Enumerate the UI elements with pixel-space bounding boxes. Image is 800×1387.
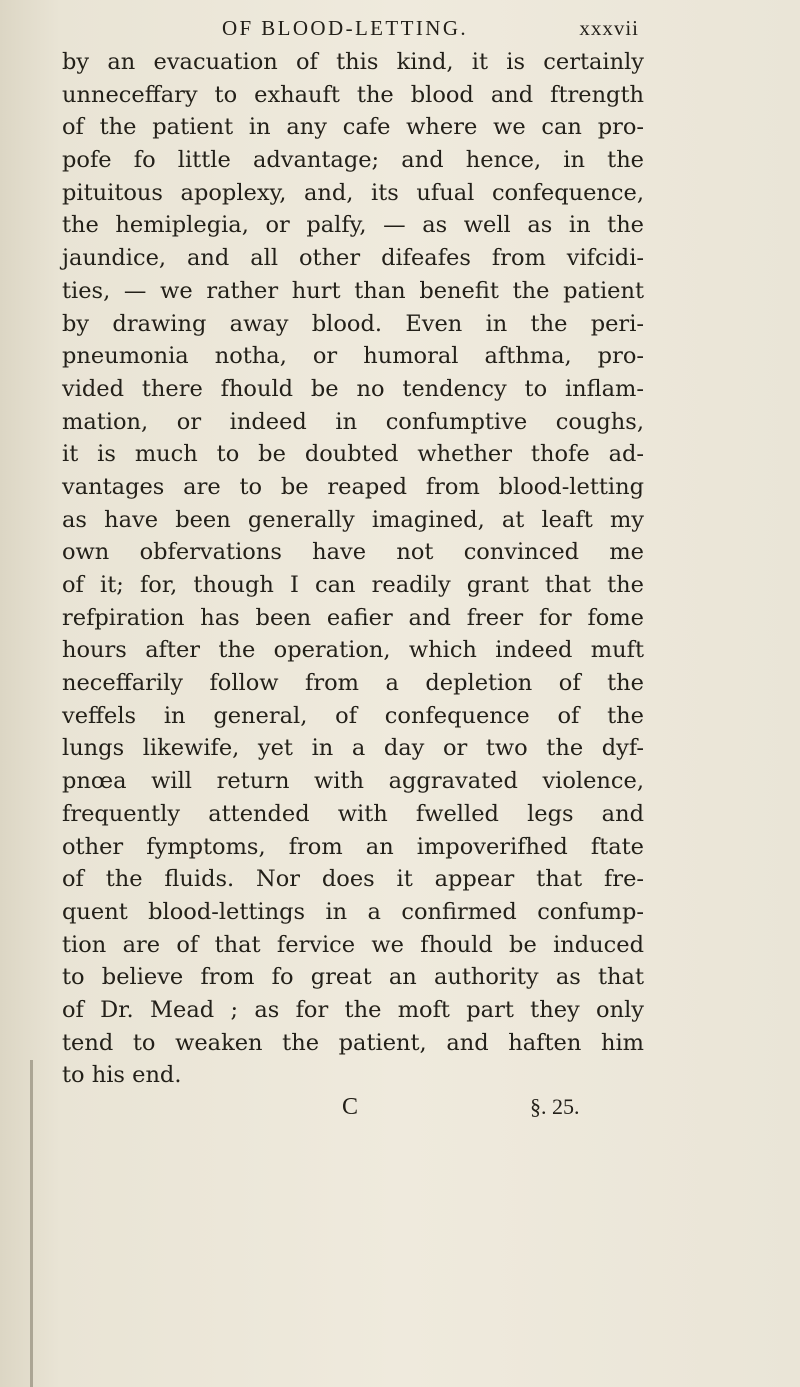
- text-line: unneceffary to exhauft the blood and ftrength: [62, 81, 644, 108]
- text-line: frequently attended with fwelled legs and: [62, 800, 644, 827]
- text-line: ties, — we rather hurt than benefit the patient: [62, 277, 644, 304]
- text-line: of it; for, though I can readily grant that the: [62, 572, 644, 598]
- text-line: by drawing away blood. Even in the peri-: [62, 310, 644, 337]
- text-line-last: to his end.: [62, 1062, 182, 1089]
- text-line: own obfervations have not convinced me: [62, 539, 644, 566]
- signature-mark: C: [342, 1094, 359, 1120]
- text-line: pofe fo little advantage; and hence, in the: [62, 147, 644, 174]
- page-footer: [0, 1094, 800, 1128]
- text-line: pituitous apoplexy, and, its ufual confequence,: [62, 179, 644, 206]
- text-line: refpiration has been eafier and freer for fome: [62, 604, 644, 631]
- text-line: vantages are to be reaped from blood-letting: [62, 473, 644, 500]
- text-line: hours after the operation, which indeed muft: [62, 637, 644, 664]
- text-line: as have been generally imagined, at leaft my: [62, 506, 644, 533]
- text-line: tend to weaken the patient, and haften him: [62, 1029, 644, 1056]
- text-line: mation, or indeed in confumptive coughs,: [62, 408, 644, 435]
- text-line: pnœa will return with aggravated violence,: [62, 768, 644, 795]
- text-line: quent blood-lettings in a confirmed confump-: [62, 898, 644, 925]
- text-line: veffels in general, of confequence of the: [62, 702, 644, 729]
- text-line: vided there fhould be no tendency to inflam-: [62, 375, 644, 402]
- catchword: §. 25.: [530, 1094, 580, 1119]
- text-line: tion are of that fervice we fhould be induced: [62, 931, 644, 958]
- text-line: of the fluids. Nor does it appear that fre-: [62, 866, 644, 893]
- text-line: of Dr. Mead ; as for the moft part they only: [62, 996, 644, 1023]
- text-line: of the patient in any cafe where we can pro-: [62, 114, 644, 141]
- text-line: jaundice, and all other difeafes from vifcidi-: [62, 245, 644, 272]
- body-text: [62, 46, 644, 1092]
- running-title: OF BLOOD-LETTING.: [221, 16, 469, 40]
- running-header: [0, 16, 800, 46]
- text-line: by an evacuation of this kind, it is certainly: [62, 49, 644, 75]
- text-line: other fymptoms, from an impoverifhed ftate: [62, 833, 644, 860]
- page-number: xxxvii: [579, 16, 639, 40]
- text-line: to believe from fo great an authority as that: [62, 964, 644, 991]
- text-line: it is much to be doubted whether thofe ad-: [62, 441, 644, 468]
- text-line: lungs likewife, yet in a day or two the dyf-: [62, 735, 644, 762]
- text-line: neceffarily follow from a depletion of the: [62, 670, 644, 697]
- text-line: pneumonia notha, or humoral afthma, pro-: [62, 343, 644, 370]
- text-line: the hemiplegia, or palfy, — as well as in the: [62, 212, 644, 239]
